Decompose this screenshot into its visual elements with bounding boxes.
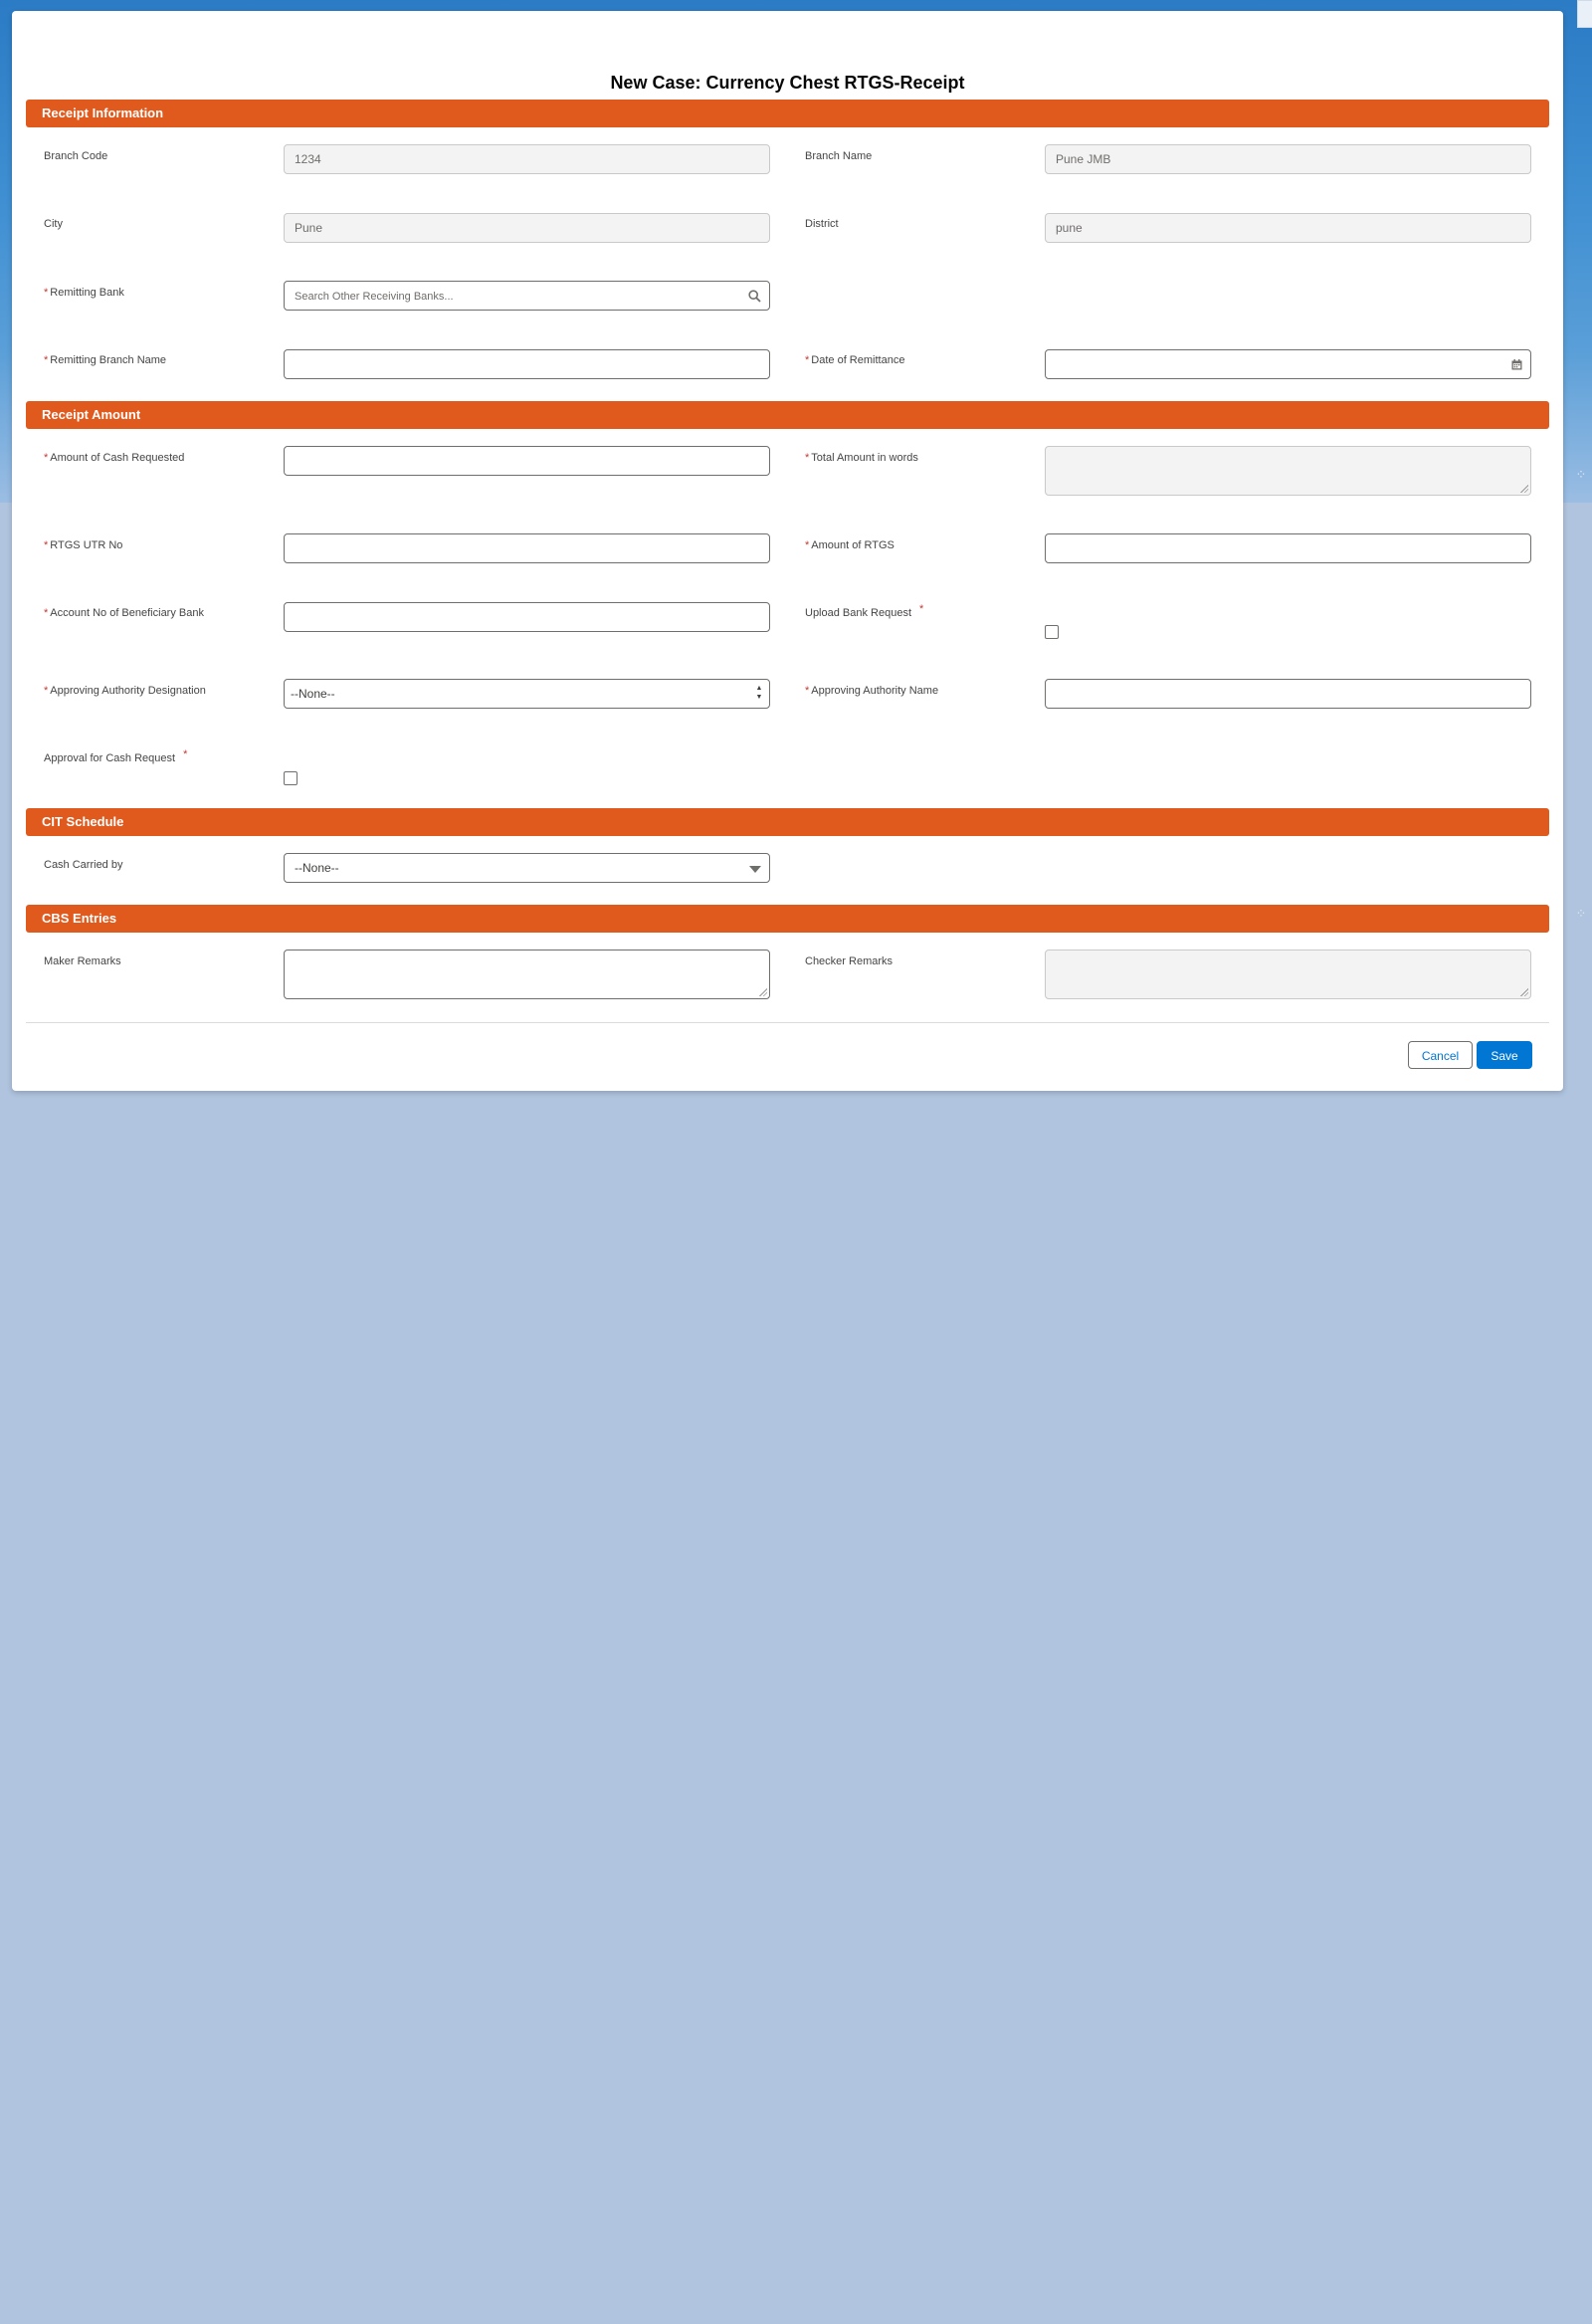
district-label: District — [805, 218, 839, 230]
stepper-icon[interactable]: ▲ ▼ — [755, 685, 763, 701]
amount-cash-requested-label — [44, 452, 184, 464]
new-case-modal — [12, 11, 1563, 1091]
maker-remarks-label: Maker Remarks — [44, 955, 121, 967]
branch-code-label: Branch Code — [44, 150, 108, 162]
remitting-bank-search-input[interactable] — [284, 281, 770, 311]
upload-bank-request-checkbox[interactable] — [1045, 625, 1059, 639]
total-amount-words-textarea[interactable] — [1045, 446, 1531, 496]
required-mark: * — [805, 354, 810, 366]
required-mark: * — [44, 287, 49, 299]
required-mark: * — [44, 354, 49, 366]
required-mark: * — [44, 607, 49, 619]
date-of-remittance-input[interactable] — [1045, 349, 1531, 379]
required-mark: * — [44, 685, 49, 697]
date-of-remittance-label — [805, 354, 904, 366]
branch-code-field[interactable]: 1234 — [284, 144, 770, 174]
remitting-branch-name-label-text: Remitting Branch Name — [50, 354, 167, 366]
approval-cash-request-checkbox[interactable] — [284, 771, 298, 785]
required-mark: * — [919, 603, 924, 615]
amount-cash-requested-input[interactable] — [284, 446, 770, 476]
required-mark: * — [183, 748, 188, 760]
amount-of-rtgs-label — [805, 539, 895, 551]
remitting-bank-label-text: Remitting Bank — [50, 287, 124, 299]
approving-authority-name-label — [805, 685, 938, 697]
approval-cash-request-label — [44, 748, 188, 764]
approving-authority-name-input[interactable] — [1045, 679, 1531, 709]
account-no-beneficiary-input[interactable] — [284, 602, 770, 632]
checker-remarks-label: Checker Remarks — [805, 955, 894, 967]
section-header-receipt-information: Receipt Information — [26, 100, 1549, 127]
approving-authority-name-label-text: Approving Authority Name — [811, 685, 939, 697]
resize-handle[interactable] — [1520, 485, 1528, 493]
amount-of-rtgs-input[interactable] — [1045, 533, 1531, 563]
remitting-branch-name-input[interactable] — [284, 349, 770, 379]
total-amount-words-label — [805, 452, 918, 464]
date-of-remittance-label-text: Date of Remittance — [811, 354, 905, 366]
remitting-bank-label — [44, 287, 124, 299]
rtgs-utr-no-label-text: RTGS UTR No — [50, 539, 123, 551]
chevron-down-icon[interactable] — [749, 866, 761, 873]
decorative-glyph-icon: ⁘ — [1575, 467, 1587, 482]
required-mark: * — [44, 452, 49, 464]
footer-divider — [26, 1022, 1549, 1023]
checker-remarks-textarea[interactable] — [1045, 950, 1531, 999]
section-header-receipt-amount: Receipt Amount — [26, 401, 1549, 429]
approving-authority-designation-value: --None-- — [291, 687, 335, 701]
resize-handle[interactable] — [759, 988, 767, 996]
required-mark: * — [805, 539, 810, 551]
approving-authority-designation-label-text: Approving Authority Designation — [50, 685, 206, 697]
cash-carried-by-value: --None-- — [295, 861, 339, 875]
save-button[interactable]: Save — [1477, 1041, 1532, 1069]
search-icon[interactable] — [748, 282, 761, 310]
rtgs-utr-no-label — [44, 539, 122, 551]
cash-carried-by-select[interactable] — [284, 853, 770, 883]
amount-of-rtgs-label-text: Amount of RTGS — [811, 539, 895, 551]
required-mark: * — [44, 539, 49, 551]
approval-cash-request-label-text: Approval for Cash Request — [44, 752, 176, 764]
maker-remarks-textarea[interactable] — [284, 950, 770, 999]
section-header-cit-schedule: CIT Schedule — [26, 808, 1549, 836]
cash-carried-by-label: Cash Carried by — [44, 859, 123, 871]
district-field[interactable]: pune — [1045, 213, 1531, 243]
approving-authority-designation-label — [44, 685, 206, 697]
account-no-beneficiary-label-text: Account No of Beneficiary Bank — [50, 607, 204, 619]
remitting-bank-placeholder: Search Other Receiving Banks... — [295, 291, 454, 303]
section-header-cbs-entries: CBS Entries — [26, 905, 1549, 933]
calendar-icon[interactable] — [1511, 350, 1522, 378]
utility-bar-edge[interactable] — [1577, 0, 1592, 28]
required-mark: * — [805, 452, 810, 464]
upload-bank-request-label-text: Upload Bank Request — [805, 607, 912, 619]
rtgs-utr-no-input[interactable] — [284, 533, 770, 563]
required-mark: * — [805, 685, 810, 697]
branch-name-field[interactable]: Pune JMB — [1045, 144, 1531, 174]
remitting-branch-name-label — [44, 354, 166, 366]
resize-handle[interactable] — [1520, 988, 1528, 996]
modal-title: New Case: Currency Chest RTGS-Receipt — [610, 73, 965, 93]
city-label: City — [44, 218, 63, 230]
branch-name-label: Branch Name — [805, 150, 873, 162]
account-no-beneficiary-label — [44, 607, 204, 619]
total-amount-words-label-text: Total Amount in words — [811, 452, 918, 464]
city-field[interactable]: Pune — [284, 213, 770, 243]
amount-cash-requested-label-text: Amount of Cash Requested — [50, 452, 185, 464]
approving-authority-designation-select[interactable] — [284, 679, 770, 709]
cancel-button[interactable]: Cancel — [1408, 1041, 1473, 1069]
upload-bank-request-label — [805, 603, 924, 619]
decorative-glyph-icon: ⁘ — [1575, 906, 1587, 921]
